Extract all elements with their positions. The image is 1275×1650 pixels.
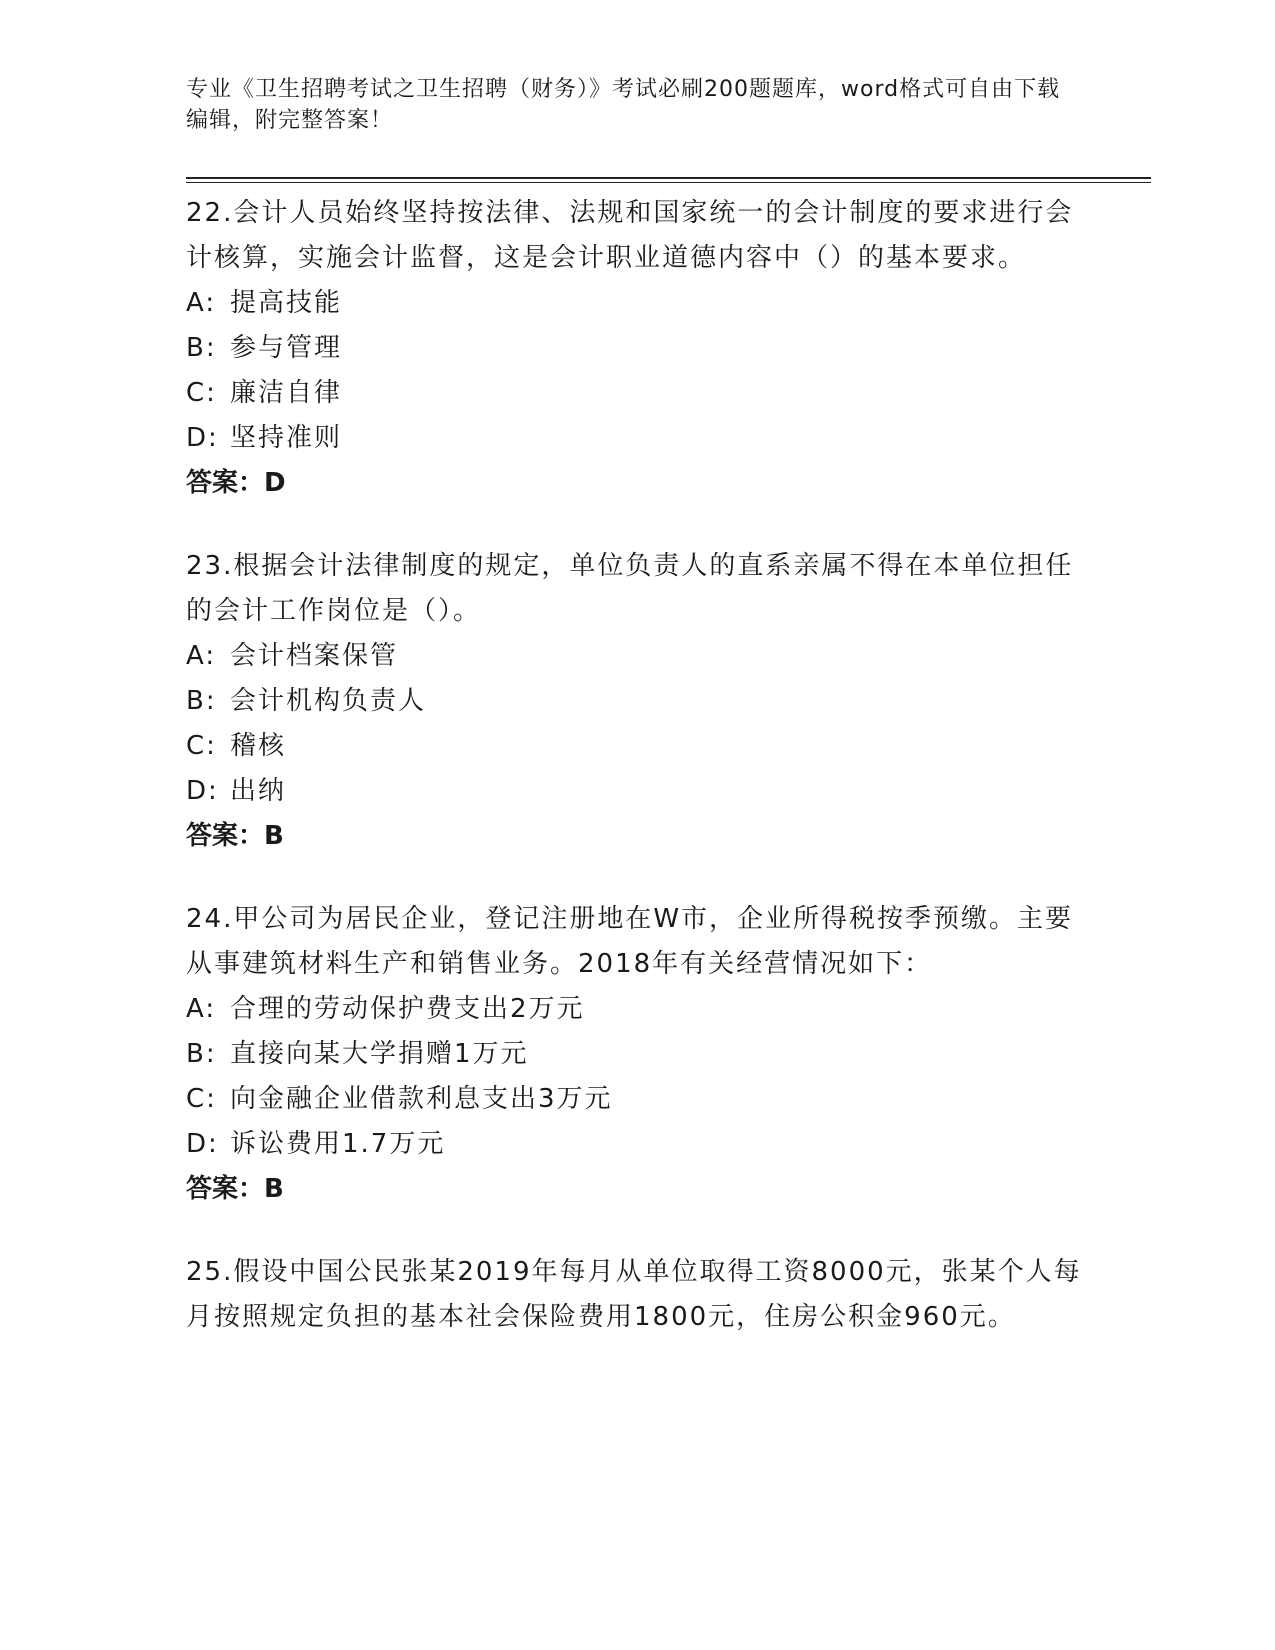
option-text: 参与管理: [230, 333, 343, 363]
option-text: 诉讼费用1.7万元: [230, 1129, 446, 1159]
answer-line: 答案：B: [186, 821, 284, 851]
option-text: 向金融企业借款利息支出3万元: [230, 1084, 613, 1114]
option-d: [186, 769, 1086, 814]
option-text: 合理的劳动保护费支出2万元: [230, 994, 585, 1024]
option-a: [186, 987, 1086, 1032]
question-stem: 24.甲公司为居民企业，登记注册地在W市，企业所得税按季预缴。主要从事建筑材料生产和销售业务。2018年有关经营情况如下：: [186, 904, 1074, 979]
option-c: [186, 371, 1086, 416]
answer-line: 答案：B: [186, 1174, 284, 1204]
option-key: B:: [186, 1039, 217, 1069]
question-stem: 25.假设中国公民张某2019年每月从单位取得工资8000元，张某个人每月按照规定负担的基本社会保险费用1800元，住房公积金960元。: [186, 1257, 1082, 1332]
question-stem: 23.根据会计法律制度的规定，单位负责人的直系亲属不得在本单位担任的会计工作岗位是（）。: [186, 551, 1074, 626]
option-key: A:: [186, 641, 217, 671]
option-a: [186, 281, 1086, 326]
document-header: 专业《卫生招聘考试之卫生招聘（财务）》考试必刷200题题库，word格式可自由下载编辑，附完整答案！: [186, 77, 1061, 133]
option-key: C:: [186, 378, 217, 408]
header-divider-thin: [186, 182, 1151, 183]
option-key: D:: [186, 1129, 219, 1159]
option-key: C:: [186, 1084, 217, 1114]
option-text: 稽核: [230, 731, 287, 761]
question-25: [186, 1250, 1086, 1340]
option-text: 会计档案保管: [230, 641, 399, 671]
question-list: [186, 191, 1086, 1378]
option-c: [186, 1077, 1086, 1122]
option-text: 直接向某大学捐赠1万元: [230, 1039, 529, 1069]
option-text: 会计机构负责人: [230, 686, 427, 716]
option-a: [186, 634, 1086, 679]
option-d: [186, 1122, 1086, 1167]
option-d: [186, 416, 1086, 461]
option-key: C:: [186, 731, 217, 761]
question-22: [186, 191, 1086, 506]
option-b: [186, 679, 1086, 724]
option-key: D:: [186, 776, 219, 806]
option-key: D:: [186, 423, 219, 453]
header-divider-thick: [186, 177, 1151, 179]
option-text: 廉洁自律: [230, 378, 343, 408]
option-text: 出纳: [230, 776, 287, 806]
question-23: [186, 544, 1086, 859]
option-b: [186, 1032, 1086, 1077]
option-c: [186, 724, 1086, 769]
option-key: B:: [186, 333, 217, 363]
question-24: [186, 897, 1086, 1212]
answer-line: 答案：D: [186, 468, 286, 498]
option-key: B:: [186, 686, 217, 716]
option-text: 坚持准则: [230, 423, 343, 453]
option-key: A:: [186, 994, 217, 1024]
option-text: 提高技能: [230, 288, 343, 318]
option-key: A:: [186, 288, 217, 318]
option-b: [186, 326, 1086, 371]
question-stem: 22.会计人员始终坚持按法律、法规和国家统一的会计制度的要求进行会计核算，实施会计监督，这是会计职业道德内容中（）的基本要求。: [186, 198, 1074, 273]
